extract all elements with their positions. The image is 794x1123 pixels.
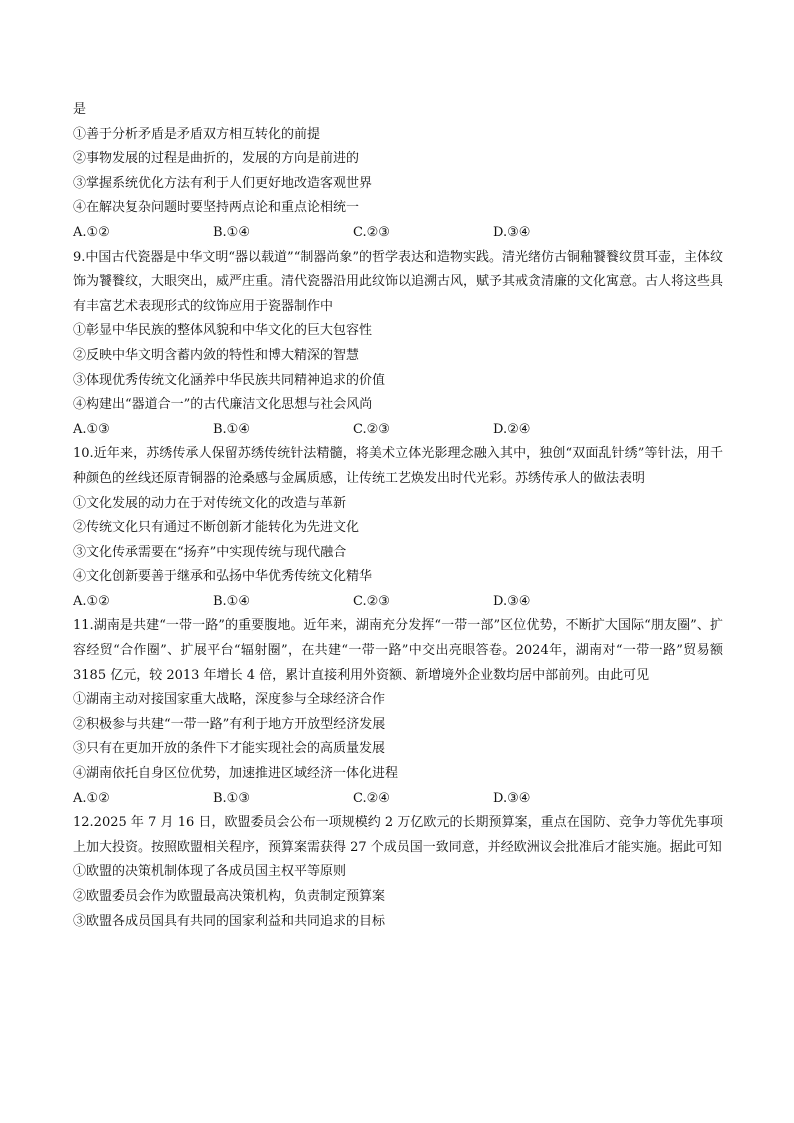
statement: ①欧盟的决策机制体现了各成员国主权平等原则 [73, 864, 347, 880]
statement: ④文化创新要善于继承和弘扬中华优秀传统文化精华 [73, 569, 373, 585]
statement: ①彰显中华民族的整体风貌和中华文化的巨大包容性 [73, 323, 373, 339]
option-b[interactable]: B.①③ [213, 790, 250, 806]
option-d[interactable]: D.③④ [493, 224, 531, 240]
statement: ③文化传承需要在“扬弃”中实现传统与现代融合 [73, 544, 347, 560]
question-9 [73, 246, 723, 443]
statement: ①文化发展的动力在于对传统文化的改造与革新 [73, 495, 347, 511]
question-12 [73, 811, 723, 934]
question-stem: 12.2025 年 7 月 16 日，欧盟委员会公布一项规模约 2 万亿欧元的长期预算案，重点在国防、竞争力等优先事项上加大投资。按照欧盟相关程序，预算案需获得 27 个成员国一致同意，并经欧洲议会批准后才能实施。据此可知 [73, 815, 723, 855]
question-11 [73, 614, 723, 811]
answer-options [73, 590, 723, 615]
option-a[interactable]: A.①② [73, 224, 110, 240]
statement: ④湖南依托自身区位优势，加速推进区域经济一体化进程 [73, 766, 399, 782]
statement: ①善于分析矛盾是矛盾双方相互转化的前提 [73, 126, 321, 142]
option-c[interactable]: C.②③ [353, 224, 390, 240]
question-stem: 11.湖南是共建“一带一路”的重要腹地。近年来，湖南充分发挥“一带一部”区位优势，不断扩大国际“朋友圈”、扩容经贸“合作圈”、扩展平台“辐射圈”，在共建“一带一路”中交出亮眼答卷。2024年，湖南对“一带一路”贸易额 3185 亿元，较 2013 年增长 4 倍，累计直接利用外资额、新增境外企业数均居中部前列。由此可见 [73, 618, 723, 683]
option-a[interactable]: A.①② [73, 593, 110, 609]
statement: ③只有在更加开放的条件下才能实现社会的高质量发展 [73, 741, 386, 757]
question-stem: 9.中国古代瓷器是中华文明“器以载道”“制器尚象”的哲学表达和造物实践。清光绪仿古铜釉饕餮纹贯耳壶，主体纹饰为饕餮纹，大眼突出，威严庄重。清代瓷器沿用此纹饰以追溯古风，赋予其戒贪清廉的文化寓意。古人将这些具有丰富艺术表现形式的纹饰应用于瓷器制作中 [73, 249, 724, 314]
option-a[interactable]: A.①② [73, 790, 110, 806]
option-c[interactable]: C.②④ [353, 790, 390, 806]
statement: ④构建出“器道合一”的古代廉洁文化思想与社会风尚 [73, 397, 373, 413]
option-c[interactable]: C.②③ [353, 421, 390, 437]
statement: ④在解决复杂问题时要坚持两点论和重点论相统一 [73, 200, 360, 216]
answer-options [73, 418, 723, 443]
statement: ①湖南主动对接国家重大战略，深度参与全球经济合作 [73, 692, 386, 708]
statement: ②事物发展的过程是曲折的，发展的方向是前进的 [73, 151, 360, 167]
option-b[interactable]: B.①④ [213, 224, 250, 240]
statement: ②积极参与共建“一带一路”有利于地方开放型经济发展 [73, 716, 386, 732]
option-a[interactable]: A.①③ [73, 421, 110, 437]
option-d[interactable]: D.③④ [493, 790, 531, 806]
question-10 [73, 442, 723, 614]
statement: ③欧盟各成员国具有共同的国家利益和共同追求的目标 [73, 913, 386, 929]
option-c[interactable]: C.②③ [353, 593, 390, 609]
option-d[interactable]: D.②④ [493, 421, 531, 437]
statement: ③体现优秀传统文化涵养中华民族共同精神追求的价值 [73, 372, 386, 388]
statement: ②传统文化只有通过不断创新才能转化为先进文化 [73, 520, 360, 536]
option-b[interactable]: B.①④ [213, 421, 250, 437]
option-d[interactable]: D.③④ [493, 593, 531, 609]
option-b[interactable]: B.①④ [213, 593, 250, 609]
answer-options [73, 221, 723, 246]
question-8 [73, 123, 723, 246]
continued-question-tail: 是 [73, 102, 87, 117]
statement: ③掌握系统优化方法有利于人们更好地改造客观世界 [73, 175, 373, 191]
exam-page [73, 98, 723, 934]
statement: ②反映中华文明含蓄内敛的特性和博大精深的智慧 [73, 347, 360, 363]
answer-options [73, 787, 723, 812]
statement: ②欧盟委员会作为欧盟最高决策机构，负责制定预算案 [73, 889, 386, 904]
question-stem: 10.近年来，苏绣传承人保留苏绣传统针法精髓，将美术立体光影理念融入其中，独创“双面乱针绣”等针法，用千种颜色的丝线还原青铜器的沧桑感与金属质感，让传统工艺焕发出时代光彩。苏绣传承人的做法表明 [73, 446, 723, 486]
